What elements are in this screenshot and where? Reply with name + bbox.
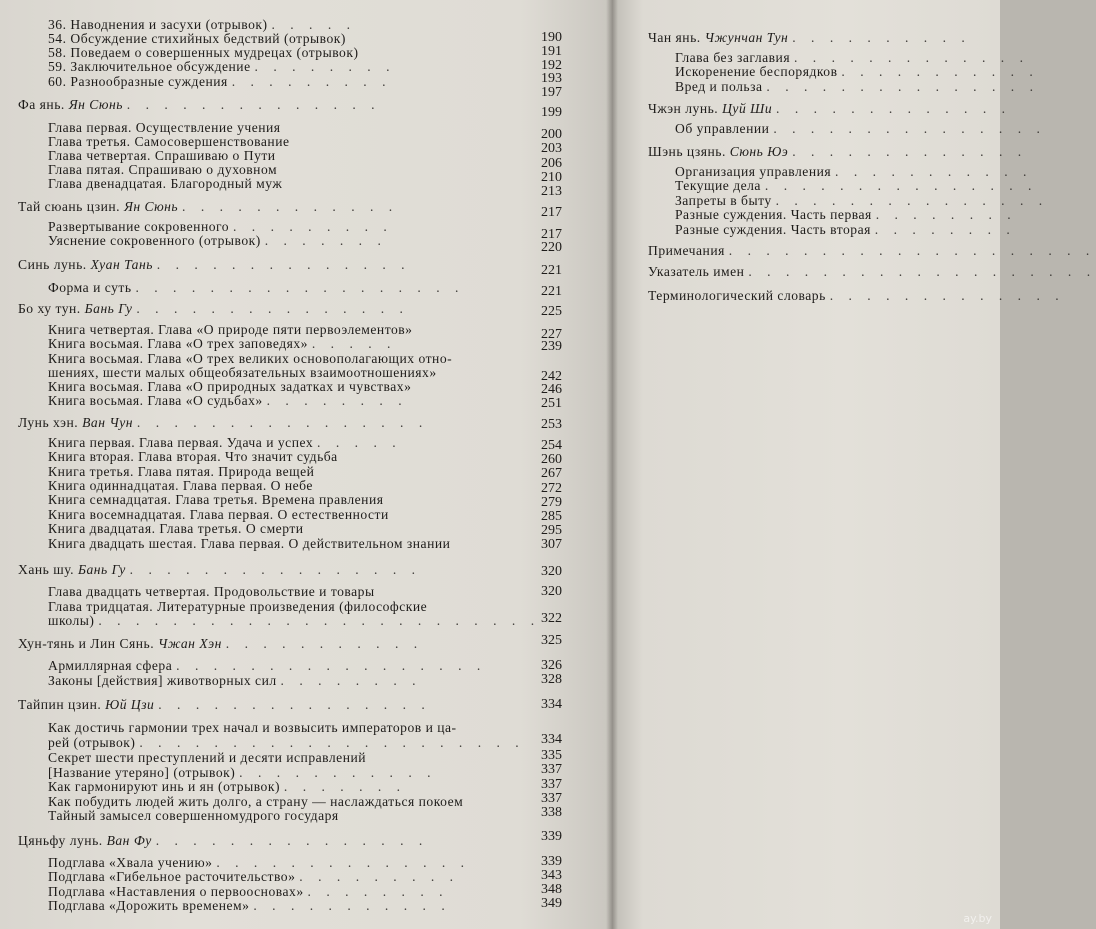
toc-entry-title: Разные суждения. Часть вторая: [675, 222, 871, 237]
toc-entry: [48, 366, 437, 380]
page-number: 334: [541, 697, 562, 712]
toc-entry: [48, 766, 437, 780]
toc-entry-title: Уяснение сокровенного (отрывок): [48, 233, 261, 248]
page-number: 193: [541, 71, 562, 86]
toc-entry-title: Подглава «Хвала учению»: [48, 855, 213, 870]
toc-entry-title: Цяньфу лунь.: [18, 833, 103, 848]
toc-leader-dots: . . . . . . . . . . . . . . .: [766, 79, 1039, 94]
page-number: 320: [541, 564, 562, 579]
toc-entry-title: Фа янь.: [18, 97, 65, 112]
toc-entry-author: Ян Сюнь: [123, 199, 179, 214]
toc-entry: [48, 46, 358, 60]
toc-entry-title: Книга первая. Глава первая. Удача и успех: [48, 435, 314, 450]
page-number: 307: [541, 537, 562, 552]
page-number: 210: [541, 170, 562, 185]
page-number: 337: [541, 791, 562, 806]
toc-entry-title: Книга двадцатая. Глава третья. О смерти: [48, 521, 304, 536]
toc-entry: [48, 600, 427, 614]
toc-entry: [48, 135, 290, 149]
toc-leader-dots: . . . . . . . . . . . . . . .: [136, 301, 409, 316]
toc-entry-title: Глава третья. Самосовершенствование: [48, 134, 290, 149]
toc-leader-dots: . . . . . . .: [264, 233, 387, 248]
page-number: 349: [541, 896, 562, 911]
toc-entry-author: Сюнь Юэ: [729, 144, 789, 159]
toc-entry-title: Тай сюань цзин.: [18, 199, 121, 214]
toc-entry: [648, 102, 1011, 116]
page-number: 221: [541, 263, 562, 278]
toc-entry-title: Вред и польза: [675, 79, 763, 94]
toc-entry: [48, 18, 356, 32]
toc-entry: [48, 436, 402, 450]
toc-entry-title: Бо ху тун.: [18, 301, 81, 316]
toc-entry-title: Как побудить людей жить долго, а страну — наслаждаться покоем: [48, 794, 464, 809]
toc-entry: [675, 223, 1016, 237]
toc-entry: [675, 51, 1029, 65]
toc-entry-title: Терминологический словарь: [648, 288, 826, 303]
toc-leader-dots: . . . . . . . . . . . . . . . . . . .: [748, 264, 1096, 279]
toc-entry: [48, 659, 486, 673]
toc-entry: [675, 208, 1017, 222]
page-number: 217: [541, 227, 562, 242]
page-number: 267: [541, 466, 562, 481]
toc-entry: [48, 394, 408, 408]
toc-entry-title: Армиллярная сфера: [48, 658, 173, 673]
toc-leader-dots: . . . . . . . . . . . . . .: [216, 855, 471, 870]
toc-entry: [48, 149, 276, 163]
toc-entry-title: [Название утеряно] (отрывок): [48, 765, 236, 780]
toc-entry: [48, 585, 375, 599]
page-number: 254: [541, 438, 562, 453]
toc-entry-title: 58. Поведаем о совершенных мудрецах (отрывок): [48, 45, 359, 60]
toc-entry-author: Ван Фу: [106, 833, 152, 848]
toc-entry-author: Ван Чун: [82, 415, 133, 430]
toc-leader-dots: . . . . . . .: [283, 779, 407, 794]
toc-entry: [48, 809, 339, 823]
page-number: 199: [541, 105, 562, 120]
toc-entry: [48, 736, 525, 750]
toc-entry: [18, 200, 398, 214]
toc-leader-dots: . . . . . . . . . . . . .: [792, 144, 1028, 159]
toc-leader-dots: . . . . . . . . . . . . . . . . .: [176, 658, 487, 673]
toc-entry-title: Форма и суть: [48, 280, 132, 295]
toc-entry: [675, 122, 1046, 136]
toc-entry: [648, 289, 1065, 303]
toc-entry-title: Синь лунь.: [18, 257, 87, 272]
page-number: 206: [541, 156, 562, 171]
page-number: 334: [541, 732, 562, 747]
toc-entry-title: Книга вторая. Глава вторая. Что значит судьба: [48, 449, 338, 464]
toc-entry-title: школы): [48, 613, 95, 628]
page-number: 217: [541, 205, 562, 220]
toc-leader-dots: . . . . . . . . . . . .: [182, 199, 399, 214]
page-number: 227: [541, 327, 562, 342]
toc-entry-title: рей (отрывок): [48, 735, 136, 750]
page-number: 213: [541, 184, 562, 199]
toc-entry-title: Подглава «Наставления о первоосновах»: [48, 884, 304, 899]
toc-entry-title: Книга восьмая. Глава «О природных задатках и чувствах»: [48, 379, 412, 394]
toc-entry: [48, 795, 463, 809]
toc-entry: [48, 60, 396, 74]
toc-entry: [675, 65, 1039, 79]
toc-entry-title: Как достичь гармонии трех начал и возвысить императоров и ца-: [48, 720, 457, 735]
toc-entry-title: Глава двадцать четвертая. Продовольствие и товары: [48, 584, 375, 599]
toc-entry-title: Книга восемнадцатая. Глава первая. О естественности: [48, 507, 389, 522]
toc-leader-dots: . . . . .: [311, 336, 397, 351]
toc-leader-dots: . . . . . . . . . . .: [253, 898, 451, 913]
toc-leader-dots: . . . . . . . . . . . . . . . . . . . .: [728, 243, 1096, 258]
toc-entry: [18, 258, 411, 272]
toc-leader-dots: . . . . . . . . . . .: [835, 164, 1033, 179]
toc-entry-title: Хань шу.: [18, 562, 75, 577]
toc-leader-dots: . . . . . . . . . . . . .: [794, 50, 1029, 65]
toc-leader-dots: . . . . . . . . . . . . . . .: [775, 193, 1049, 208]
page-number: 285: [541, 509, 562, 524]
toc-leader-dots: . . . . . . . . . .: [792, 30, 971, 45]
toc-entry: [648, 145, 1027, 159]
page-number: 192: [541, 58, 562, 73]
toc-entry-title: шениях, шести малых общеобязательных взаимоотношениях»: [48, 365, 437, 380]
toc-entry: [48, 885, 449, 899]
page-number: 322: [541, 611, 562, 626]
toc-leader-dots: . . . . . . . . . . . . . .: [156, 257, 411, 272]
toc-entry-title: Запреты в быту: [675, 193, 772, 208]
toc-entry-title: Книга четвертая. Глава «О природе пяти первоэлементов»: [48, 322, 413, 337]
toc-entry: [48, 674, 422, 688]
toc-entry: [48, 899, 451, 913]
toc-entry-title: Указатель имен: [648, 264, 745, 279]
page-number: 197: [541, 85, 562, 100]
page-number: 220: [541, 240, 562, 255]
toc-leader-dots: . . . . . . . . .: [231, 74, 392, 89]
toc-entry: [48, 337, 396, 351]
toc-entry-title: Лунь хэн.: [18, 415, 79, 430]
toc-entry-author: Чжунчан Тун: [704, 30, 789, 45]
toc-entry-title: Об управлении: [675, 121, 770, 136]
page-number: 339: [541, 829, 562, 844]
page-number: 325: [541, 633, 562, 648]
page-number: 272: [541, 481, 562, 496]
toc-entry-title: Глава без заглавия: [675, 50, 791, 65]
toc-entry: [675, 179, 1037, 193]
page-number: 295: [541, 523, 562, 538]
toc-entry: [18, 98, 381, 112]
toc-entry: [48, 493, 384, 507]
toc-entry: [48, 870, 459, 884]
toc-entry-title: Организация управления: [675, 164, 832, 179]
toc-entry-title: Секрет шести преступлений и десяти исправлений: [48, 750, 367, 765]
toc-entry-title: Подглава «Дорожить временем»: [48, 898, 250, 913]
toc-leader-dots: . . . . . . . .: [266, 393, 408, 408]
toc-entry: [48, 352, 452, 366]
toc-leader-dots: . . . . . . . . . . .: [239, 765, 437, 780]
toc-entry-title: 60. Разнообразные суждения: [48, 74, 228, 89]
toc-leader-dots: . . . . . . . . . . . . . . .: [773, 121, 1046, 136]
page-number: 191: [541, 44, 562, 59]
page-number: 190: [541, 30, 562, 45]
toc-entry-title: Глава пятая. Спрашиваю о духовном: [48, 162, 278, 177]
toc-leader-dots: . . . . . . . . .: [299, 869, 460, 884]
toc-entry: [48, 177, 282, 191]
toc-leader-dots: . . . . . . . .: [875, 207, 1017, 222]
toc-entry-title: Глава первая. Осуществление учения: [48, 120, 281, 135]
page-number: 239: [541, 339, 562, 354]
toc-entry: [48, 323, 412, 337]
page-number: 337: [541, 762, 562, 777]
toc-leader-dots: . . . . .: [317, 435, 402, 450]
toc-entry-title: Шэнь цзянь.: [648, 144, 726, 159]
page-number: 339: [541, 854, 562, 869]
toc-entry-title: Глава четвертая. Спрашиваю о Пути: [48, 148, 276, 163]
toc-leader-dots: . . . . . . . . . . . . . . . . . .: [135, 280, 465, 295]
page-number: 225: [541, 304, 562, 319]
page-number: 328: [541, 672, 562, 687]
toc-entry: [48, 721, 457, 735]
toc-entry: [675, 80, 1039, 94]
toc-leader-dots: . . . . . . . . . . . . . .: [126, 97, 381, 112]
toc-entry: [48, 479, 313, 493]
toc-entry: [648, 244, 1095, 258]
toc-entry: [18, 834, 428, 848]
toc-entry-title: Книга двадцать шестая. Глава первая. О действительном знании: [48, 536, 451, 551]
toc-entry-title: Чан янь.: [648, 30, 701, 45]
toc-entry-author: Бань Гу: [77, 562, 126, 577]
toc-leader-dots: . . . . . . . . . . . . . . . .: [136, 415, 429, 430]
toc-entry-title: Книга восьмая. Глава «О трех заповедях»: [48, 336, 308, 351]
toc-entry: [675, 165, 1032, 179]
toc-leader-dots: . . . . . . . . . . . . . . .: [764, 178, 1038, 193]
toc-entry-title: Подглава «Гибельное расточительство»: [48, 869, 296, 884]
page-number: 246: [541, 382, 562, 397]
page-number: 203: [541, 141, 562, 156]
right-page: [612, 0, 1096, 929]
page-number: 253: [541, 417, 562, 432]
toc-entry-title: 54. Обсуждение стихийных бедствий (отрывок): [48, 31, 346, 46]
toc-leader-dots: . . . . . . . . . . .: [841, 64, 1039, 79]
toc-entry-title: 36. Наводнения и засухи (отрывок): [48, 17, 268, 32]
toc-entry-title: Законы [действия] животворных сил: [48, 673, 277, 688]
toc-entry-title: Глава двенадцатая. Благородный муж: [48, 176, 283, 191]
toc-entry: [48, 856, 470, 870]
toc-entry: [48, 220, 393, 234]
toc-entry: [18, 698, 431, 712]
toc-leader-dots: . . . . . . . .: [307, 884, 449, 899]
toc-entry: [48, 450, 338, 464]
toc-entry-title: Книга восьмая. Глава «О трех великих основополагающих отно-: [48, 351, 453, 366]
toc-entry-title: Развертывание сокровенного: [48, 219, 230, 234]
toc-entry: [48, 163, 277, 177]
toc-entry: [48, 508, 389, 522]
page-number: 338: [541, 805, 562, 820]
toc-entry: [675, 194, 1048, 208]
toc-entry: [48, 121, 281, 135]
watermark: ay.by: [963, 912, 992, 925]
toc-entry-title: Тайпин цзин.: [18, 697, 102, 712]
toc-leader-dots: . . . . . . . . . . . . . . .: [155, 833, 429, 848]
page-number: 326: [541, 658, 562, 673]
toc-leader-dots: . . . . .: [271, 17, 357, 32]
toc-leader-dots: . . . . . . . . . . . . .: [776, 101, 1012, 116]
page-number: 343: [541, 868, 562, 883]
toc-entry: [48, 614, 540, 628]
toc-entry: [18, 563, 421, 577]
page-number: 221: [541, 284, 562, 299]
toc-entry-author: Ян Сюнь: [68, 97, 123, 112]
toc-entry: [48, 75, 391, 89]
toc-entry-title: Книга восьмая. Глава «О судьбах»: [48, 393, 263, 408]
toc-entry: [48, 537, 450, 551]
toc-entry-title: 59. Заключительное обсуждение: [48, 59, 251, 74]
toc-entry-title: Чжэн лунь.: [648, 101, 719, 116]
toc-entry-title: Книга третья. Глава пятая. Природа вещей: [48, 464, 315, 479]
toc-entry-author: Чжан Хэн: [158, 636, 222, 651]
toc-entry-title: Искоренение беспорядков: [675, 64, 838, 79]
page-number: 348: [541, 882, 562, 897]
toc-leader-dots: . . . . . . . . . . . . . . . . . . . . . . . .: [98, 613, 541, 628]
toc-entry-title: Текущие дела: [675, 178, 761, 193]
toc-entry: [48, 234, 387, 248]
toc-entry: [48, 380, 411, 394]
toc-entry: [18, 302, 409, 316]
book-gutter: [606, 0, 618, 929]
toc-entry: [48, 751, 366, 765]
toc-entry-title: Книга одиннадцатая. Глава первая. О небе: [48, 478, 313, 493]
toc-entry-title: Глава тридцатая. Литературные произведения (философские: [48, 599, 428, 614]
page-number: 335: [541, 748, 562, 763]
toc-entry-title: Тайный замысел совершенномудрого государя: [48, 808, 339, 823]
toc-leader-dots: . . . . . . . . .: [232, 219, 393, 234]
toc-leader-dots: . . . . . . . .: [254, 59, 396, 74]
toc-leader-dots: . . . . . . . . . . . . . . . . . . . . .: [139, 735, 525, 750]
toc-entry: [18, 416, 428, 430]
toc-entry: [48, 780, 406, 794]
toc-entry-title: Как гармонируют инь и ян (отрывок): [48, 779, 280, 794]
page-number: 260: [541, 452, 562, 467]
page-number: 251: [541, 396, 562, 411]
toc-entry-title: Хун-тянь и Лин Сянь.: [18, 636, 155, 651]
toc-entry: [48, 465, 314, 479]
page-number: 242: [541, 369, 562, 384]
page-number: 337: [541, 777, 562, 792]
page-number: 320: [541, 584, 562, 599]
toc-entry: [648, 265, 1096, 279]
page-number: 200: [541, 127, 562, 142]
toc-entry-title: Разные суждения. Часть первая: [675, 207, 872, 222]
toc-entry-title: Примечания: [648, 243, 725, 258]
toc-entry: [48, 281, 464, 295]
toc-leader-dots: . . . . . . . .: [874, 222, 1016, 237]
toc-leader-dots: . . . . . . . . . . . . . . .: [158, 697, 431, 712]
toc-entry: [48, 522, 304, 536]
toc-entry-author: Хуан Тань: [90, 257, 153, 272]
toc-entry-author: Юй Цзи: [105, 697, 155, 712]
toc-entry-title: Книга семнадцатая. Глава третья. Времена правления: [48, 492, 384, 507]
toc-leader-dots: . . . . . . . . . . . . .: [829, 288, 1065, 303]
toc-entry-author: Бань Гу: [84, 301, 133, 316]
toc-entry: [48, 32, 346, 46]
toc-leader-dots: . . . . . . . . . . .: [225, 636, 424, 651]
toc-entry-author: Цуй Ши: [722, 101, 773, 116]
page-number: 279: [541, 495, 562, 510]
toc-entry: [648, 31, 971, 45]
toc-entry: [18, 637, 423, 651]
toc-leader-dots: . . . . . . . . . . . . . . . .: [129, 562, 422, 577]
toc-leader-dots: . . . . . . . .: [280, 673, 422, 688]
